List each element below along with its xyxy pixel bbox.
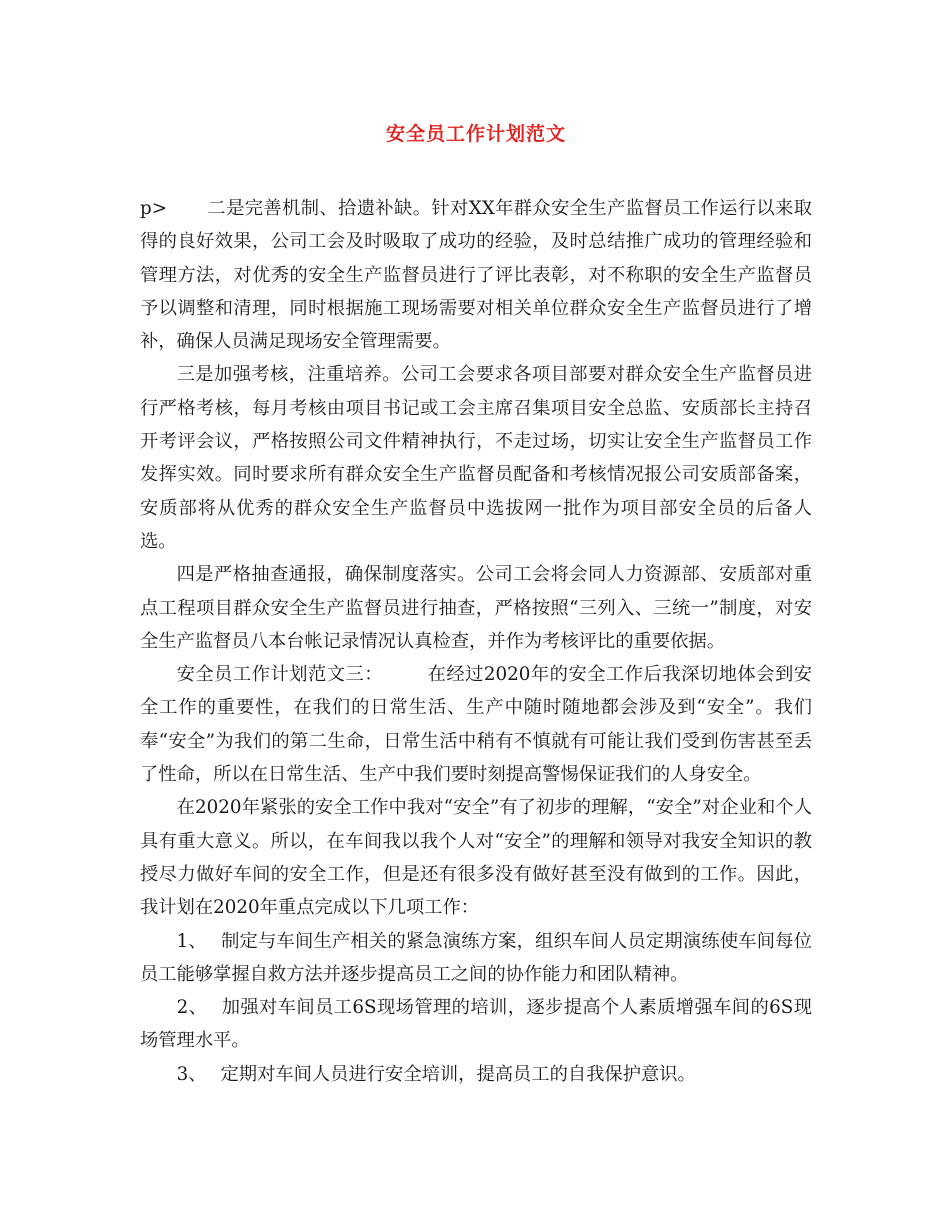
list-item bbox=[140, 991, 812, 1058]
paragraph-3: 四是严格抽查通报，确保制度落实。公司工会将会同人力资源部、安质部对重点工程项目群众安全生产监督员进行抽查，严格按照“三列入、三统一”制度，对安全生产监督员八本台帐记录情况认真检查，并作为考核评比的重要依据。 bbox=[140, 564, 812, 652]
paragraph-2: 三是加强考核，注重培养。公司工会要求各项目部要对群众安全生产监督员进行严格考核，每月考核由项目书记或工会主席召集项目安全总监、安质部长主持召开考评会议，严格按照公司文件精神执行，不走过场，切实让安全生产监督员工作发挥实效。同时要求所有群众安全生产监督员配备和考核情况报公司安质部备案，安质部将从优秀的群众安全生产监督员中选拔网一批作为项目部安全员的后备人选。 bbox=[140, 364, 812, 552]
list-item-text: 加强对车间员工6S现场管理的培训，逐步提高个人素质增强车间的6S现场管理水平。 bbox=[140, 997, 812, 1052]
list-item bbox=[140, 925, 812, 992]
list-item-number: 2、 bbox=[176, 997, 208, 1019]
section-label: 安全员工作计划范文三： bbox=[176, 664, 384, 686]
document-title: 安全员工作计划范文 bbox=[385, 123, 566, 145]
paragraph-5: 在2020年紧张的安全工作中我对“安全”有了初步的理解，“安全”对企业和个人具有重大意义。所以，在车间我以我个人对“安全”的理解和领导对我安全知识的教授尽力做好车间的安全工作，但是还有很多没有做好甚至没有做到的工作。因此，我计划在2020年重点完成以下几项工作： bbox=[140, 797, 812, 919]
list-item bbox=[140, 1058, 812, 1091]
list-item-number: 3、 bbox=[176, 1063, 207, 1085]
paragraph-4 bbox=[140, 658, 812, 791]
paragraph-4-text: 在经过2020年的安全工作后我深切地体会到安全工作的重要性，在我们的日常生活、生产中随时随地都会涉及到“安全”。我们奉“安全”为我们的第二生命，日常生活中稍有不慎就有可能让我们受到伤害甚至丢了性命，所以在日常生活、生产中我们要时刻提高警惕保证我们的人身安全。 bbox=[140, 664, 813, 786]
list-item-number: 1、 bbox=[176, 930, 207, 952]
list-item-text: 制定与车间生产相关的紧急演练方案，组织车间人员定期演练使车间每位员工能够掌握自救方法并逐步提高员工之间的协作能力和团队精神。 bbox=[140, 930, 812, 985]
paragraph-prefix: p> bbox=[140, 198, 168, 219]
list-item-text: 定期对车间人员进行安全培训，提高员工的自我保护意识。 bbox=[220, 1063, 696, 1085]
document-page bbox=[140, 118, 812, 1091]
paragraph-1-text: 二是完善机制、拾遗补缺。针对XX年群众安全生产监督员工作运行以来取得的良好效果，公司工会及时吸取了成功的经验，及时总结推广成功的管理经验和管理方法，对优秀的安全生产监督员进行了评比表彰，对不称职的安全生产监督员予以调整和清理，同时根据施工现场需要对相关单位群众安全生产监督员进行了增补，确保人员满足现场安全管理需要。 bbox=[140, 198, 812, 353]
paragraph-1 bbox=[140, 192, 812, 358]
